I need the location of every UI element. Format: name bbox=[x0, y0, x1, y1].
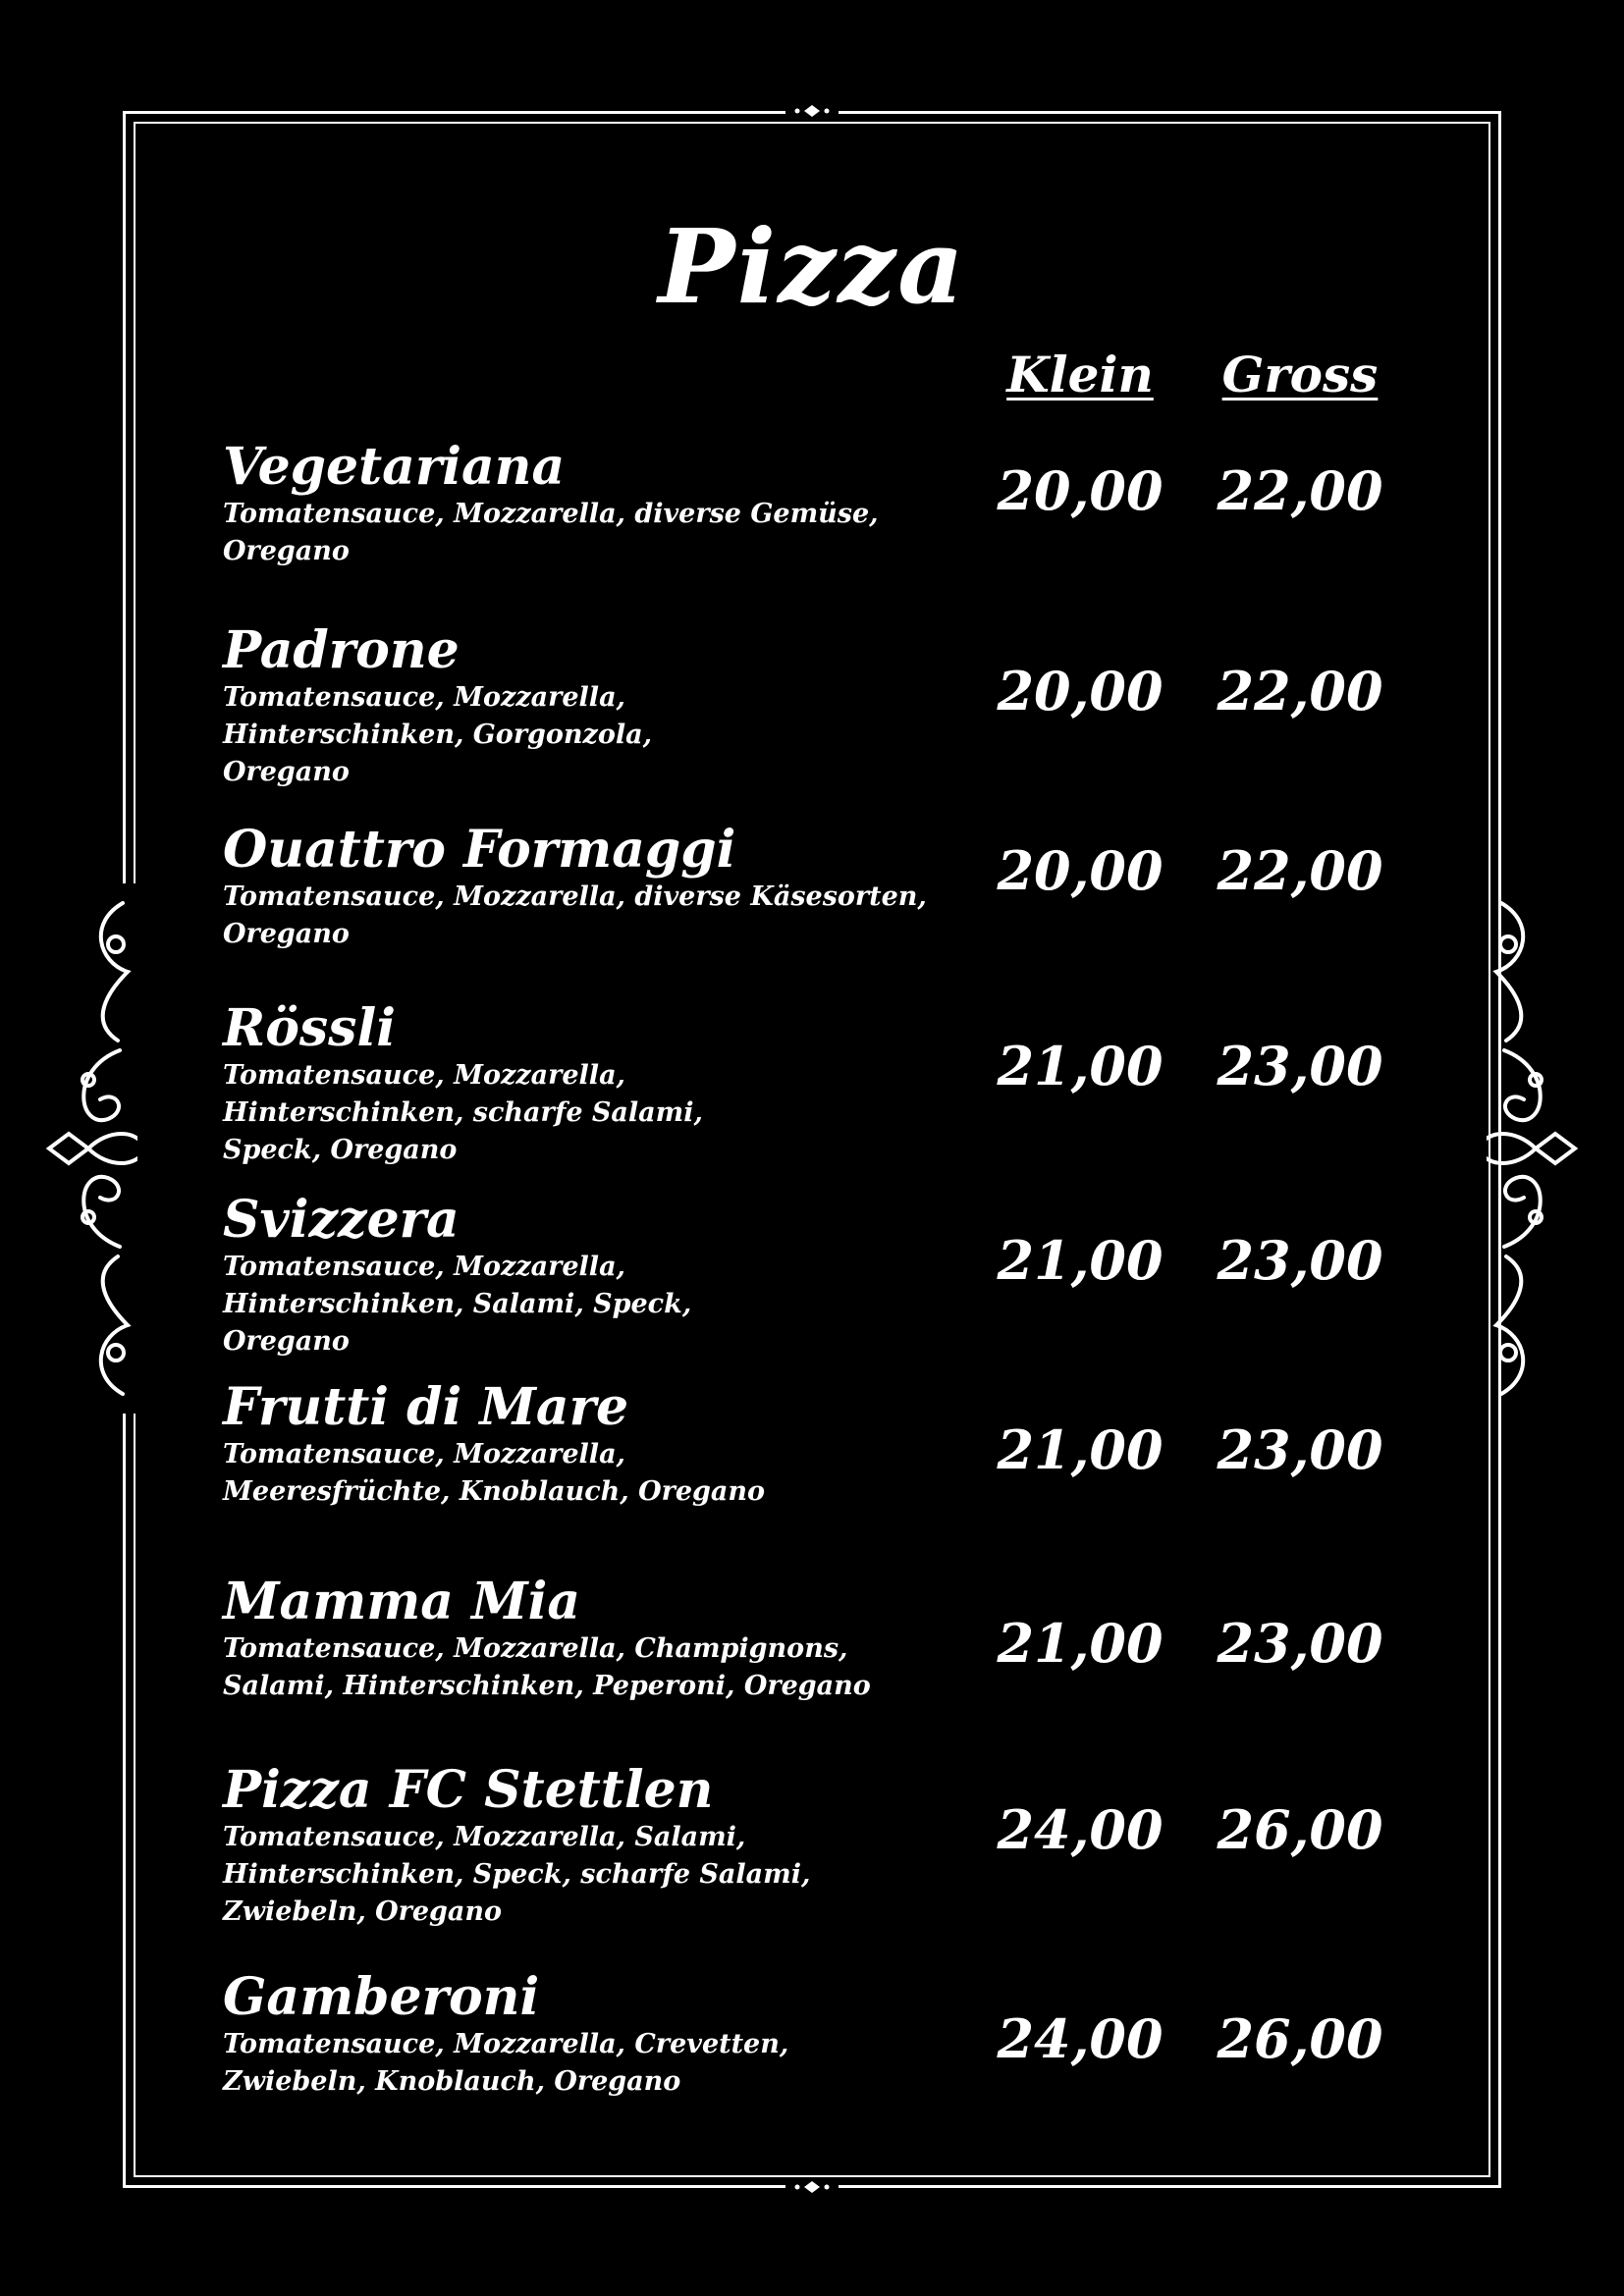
item-name: Gamberoni bbox=[223, 1967, 540, 2027]
item-name: Ouattro Formaggi bbox=[223, 820, 736, 880]
item-name: Rössli bbox=[223, 998, 396, 1058]
column-header-small: Klein bbox=[1006, 346, 1154, 403]
price-small: 21,00 bbox=[997, 1035, 1164, 1097]
item-description: Tomatensauce, Mozzarella, Hinterschinken, Salami, Speck, Oregano bbox=[223, 1252, 692, 1357]
price-large: 23,00 bbox=[1217, 1035, 1383, 1097]
item-description: Tomatensauce, Mozzarella, Hinterschinken, scharfe Salami, Speck, Oregano bbox=[223, 1060, 703, 1165]
price-large: 22,00 bbox=[1217, 839, 1383, 902]
item-name: Vegetariana bbox=[223, 437, 566, 497]
price-small: 20,00 bbox=[997, 459, 1164, 522]
item-name: Frutti di Mare bbox=[223, 1377, 629, 1437]
left-scroll-ornament-icon bbox=[29, 883, 137, 1414]
item-description: Tomatensauce, Mozzarella, Meeresfrüchte, Knoblauch, Oregano bbox=[223, 1439, 766, 1507]
item-description: Tomatensauce, Mozzarella, diverse Käsesorten, Oregano bbox=[223, 881, 927, 949]
item-name: Pizza FC Stettlen bbox=[223, 1760, 714, 1820]
bottom-diamond-ornament-icon bbox=[785, 2180, 839, 2194]
right-scroll-ornament-icon bbox=[1487, 883, 1595, 1414]
price-small: 20,00 bbox=[997, 660, 1164, 722]
item-description: Tomatensauce, Mozzarella, diverse Gemüse, Oregano bbox=[223, 499, 879, 566]
price-large: 23,00 bbox=[1217, 1229, 1383, 1292]
column-header-large: Gross bbox=[1221, 346, 1379, 403]
item-description: Tomatensauce, Mozzarella, Champignons, Salami, Hinterschinken, Peperoni, Oregano bbox=[223, 1633, 871, 1701]
price-small: 24,00 bbox=[997, 1798, 1164, 1861]
price-large: 26,00 bbox=[1217, 1798, 1383, 1861]
item-description: Tomatensauce, Mozzarella, Crevetten, Zwiebeln, Knoblauch, Oregano bbox=[223, 2029, 789, 2097]
price-large: 26,00 bbox=[1217, 2007, 1383, 2070]
price-large: 23,00 bbox=[1217, 1612, 1383, 1675]
item-name: Mamma Mia bbox=[223, 1572, 581, 1631]
price-large: 23,00 bbox=[1217, 1418, 1383, 1481]
price-large: 22,00 bbox=[1217, 459, 1383, 522]
top-diamond-ornament-icon bbox=[785, 104, 839, 118]
menu-title: Pizza bbox=[658, 206, 966, 327]
price-small: 20,00 bbox=[997, 839, 1164, 902]
item-name: Svizzera bbox=[223, 1190, 460, 1250]
item-description: Tomatensauce, Mozzarella, Hinterschinken, Gorgonzola, Oregano bbox=[223, 682, 653, 787]
price-small: 21,00 bbox=[997, 1229, 1164, 1292]
price-small: 21,00 bbox=[997, 1418, 1164, 1481]
price-large: 22,00 bbox=[1217, 660, 1383, 722]
price-small: 24,00 bbox=[997, 2007, 1164, 2070]
item-description: Tomatensauce, Mozzarella, Salami, Hinterschinken, Speck, scharfe Salami, Zwiebeln, Oregano bbox=[223, 1822, 811, 1927]
price-small: 21,00 bbox=[997, 1612, 1164, 1675]
item-name: Padrone bbox=[223, 620, 460, 680]
